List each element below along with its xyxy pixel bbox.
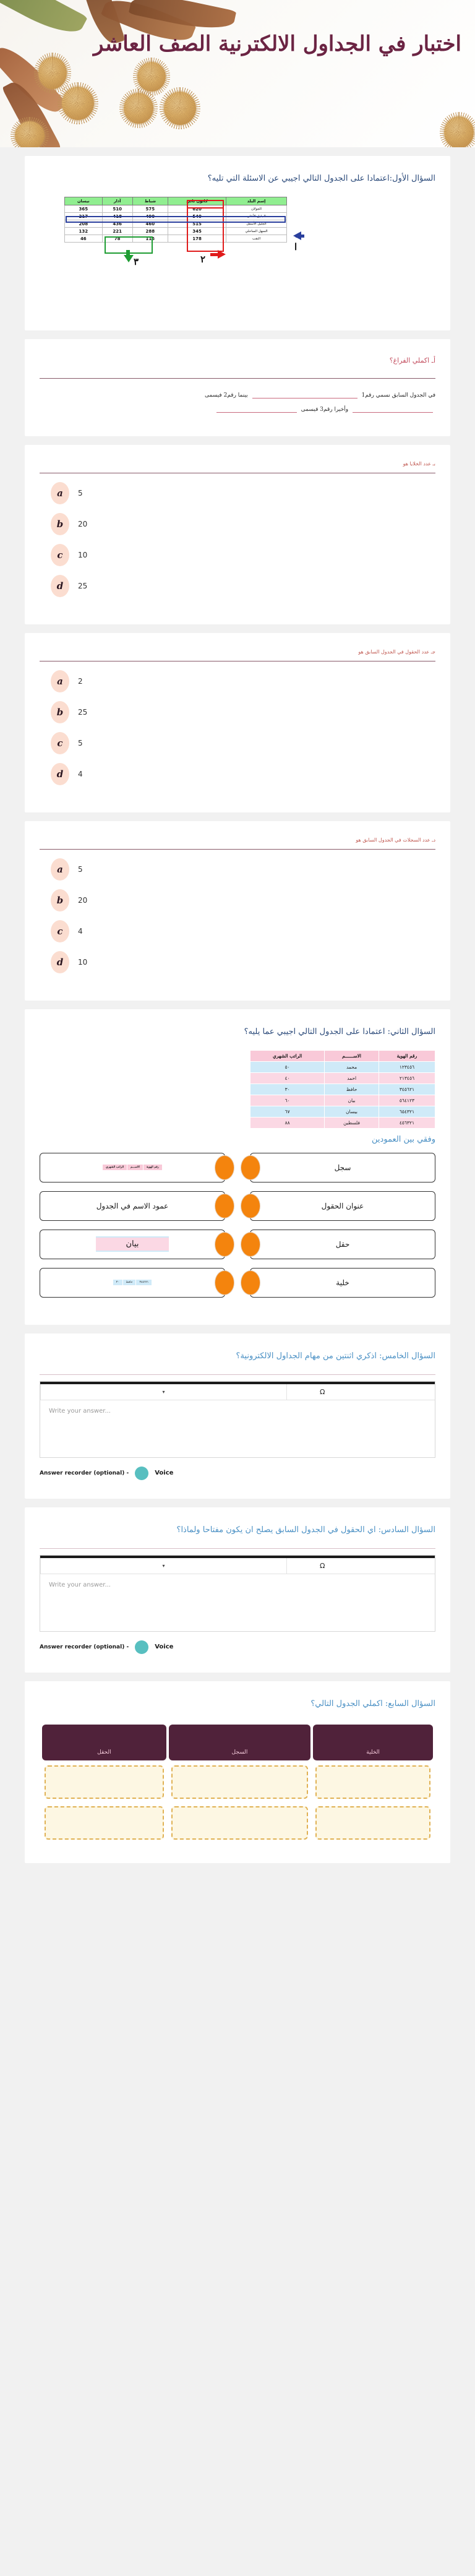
final-cell[interactable] (169, 1763, 310, 1801)
matching-right-item-2[interactable] (250, 1191, 435, 1221)
sheet-cell: 221 (102, 228, 132, 235)
table-row (250, 1083, 435, 1095)
fill-line-2 (40, 403, 435, 417)
option-text-d: 25 (78, 581, 88, 590)
sheet-header-cell: إسم البلد (226, 197, 287, 205)
employee-table (250, 1050, 435, 1129)
answer-textarea-6[interactable]: Write your answer... (49, 1581, 111, 1588)
sheet-cell: السهل الساحلي (226, 228, 287, 235)
drop-slot[interactable] (315, 1765, 430, 1799)
burr-decoration (124, 93, 153, 124)
option-text-b: 20 (78, 895, 88, 905)
option-text-c: 10 (78, 550, 88, 559)
emp-header-cell: الراتب الشهري (250, 1050, 325, 1061)
table-row (250, 1117, 435, 1128)
divider (40, 1374, 435, 1375)
burr-decoration (62, 87, 94, 120)
page-title: اختبار في الجداول الالكترنية الصف العاشر (93, 32, 461, 56)
spreadsheet-table (64, 197, 287, 243)
option-row[interactable] (51, 482, 435, 504)
option-key-b: b (51, 889, 69, 911)
answer-textarea-5[interactable]: Write your answer... (49, 1407, 111, 1415)
emp-cell: ٦٧ (250, 1106, 325, 1117)
option-text-c: 4 (78, 926, 83, 936)
sheet-cell: 540 (168, 213, 226, 220)
font-dropdown-caret[interactable]: ▾ (40, 1558, 286, 1574)
mini-row-table (113, 1279, 153, 1286)
mini-header-cell: الاســـم (127, 1165, 143, 1171)
annotation-label-2: ٢ (200, 254, 206, 265)
option-row[interactable] (51, 732, 435, 754)
spreadsheet-figure (64, 197, 330, 312)
option-key-d: d (51, 951, 69, 973)
connector-knob-icon[interactable] (215, 1155, 234, 1180)
question-6-title: السؤال السادس: اي الحقول في الجدول السابق يصلح ان يكون مفتاحا ولماذا؟ (176, 1525, 435, 1535)
editor-toolbar (40, 1558, 435, 1574)
special-char-icon[interactable]: Ω (320, 1561, 325, 1570)
emp-cell: ٢١٣٤٥٦ (379, 1072, 435, 1083)
font-dropdown-caret[interactable]: ▾ (40, 1384, 286, 1400)
emp-cell: محمد (325, 1061, 379, 1072)
option-row[interactable] (51, 858, 435, 881)
matching-right-item-4[interactable] (250, 1268, 435, 1298)
fill-text-1: في الجدول السابق نسمي رقم1 (361, 392, 435, 398)
fill-text-2: بينما رقم2 فيسمى (204, 392, 248, 398)
sheet-header-cell: آذار (102, 197, 132, 205)
matching-left-item-2[interactable] (40, 1191, 225, 1221)
option-row[interactable] (51, 763, 435, 785)
matching-right-label-4: خلية (336, 1278, 349, 1287)
mini-header-cell: الراتب الشهري (103, 1165, 127, 1171)
sheet-cell: 288 (132, 228, 168, 235)
sheet-cell: 515 (168, 220, 226, 228)
question-2-title: السؤال الثاني: اعتمادا على الجدول التالي اجيبي عما يليه؟ (244, 1027, 435, 1036)
matching-row-3 (40, 1230, 435, 1259)
sheet-cell: 418 (102, 213, 132, 220)
header-banner (0, 0, 475, 147)
emp-cell: احمد (325, 1072, 379, 1083)
emp-cell: ٦٠ (250, 1095, 325, 1106)
mini-row-cell: حافظ (122, 1280, 136, 1286)
drop-slot[interactable] (171, 1806, 308, 1840)
option-text-d: 4 (78, 769, 83, 778)
drop-slot[interactable] (45, 1806, 164, 1840)
annotation-label-1: ا (294, 241, 297, 253)
mini-row-cell: ٣٤٥٦٢١ (136, 1280, 152, 1286)
sheet-cell: 575 (132, 205, 168, 213)
voice-label: Voice (155, 1643, 174, 1651)
sheet-header-cell: شباط (132, 197, 168, 205)
table-row (42, 1763, 433, 1801)
emp-cell: ٨٨ (250, 1117, 325, 1128)
blank-input-1[interactable] (252, 392, 357, 398)
option-text-a: 5 (78, 488, 83, 498)
red-arrow-icon (218, 250, 226, 259)
table-header-row (250, 1050, 435, 1061)
answer-recorder-5 (40, 1467, 435, 1480)
table-header-row (65, 197, 287, 205)
mini-row-cell: ٣٠ (113, 1280, 122, 1286)
emp-cell: فلسطين (325, 1117, 379, 1128)
emp-cell: ١٢٣٤٥٦ (379, 1061, 435, 1072)
sheet-cell: الجليل الأسفل (226, 220, 287, 228)
burr-decoration (15, 121, 45, 147)
emp-header-cell: الاســــــم (325, 1050, 379, 1061)
special-char-icon[interactable]: Ω (320, 1387, 325, 1396)
option-text-d: 10 (78, 957, 88, 967)
option-row[interactable] (51, 513, 435, 535)
table-row (250, 1061, 435, 1072)
table-row (250, 1106, 435, 1117)
table-row (42, 1804, 433, 1842)
annotation-label-3: ٣ (134, 256, 139, 268)
editor-toolbar (40, 1384, 435, 1400)
question-1-card (25, 156, 450, 330)
sheet-cell: 217 (65, 213, 103, 220)
option-row[interactable] (51, 951, 435, 973)
sheet-cell: 490 (132, 213, 168, 220)
emp-cell: ٥٦٤١٢٣ (379, 1095, 435, 1106)
matching-title: وفقي بين العمودين (372, 1134, 435, 1144)
connector-knob-icon[interactable] (215, 1270, 234, 1295)
matching-right-label-1: سجل (334, 1163, 351, 1172)
sheet-cell: 78 (102, 235, 132, 243)
emp-cell: ٦٥٤٣٢١ (379, 1106, 435, 1117)
option-key-c: c (51, 920, 69, 942)
answer-editor-6 (40, 1555, 435, 1632)
option-key-d: d (51, 763, 69, 785)
answer-editor-5 (40, 1381, 435, 1458)
matching-left-label-2: عمود الاسم في الجدول (96, 1201, 169, 1210)
option-key-a: a (51, 858, 69, 881)
divider (40, 849, 435, 850)
final-cell[interactable] (313, 1763, 433, 1801)
fill-blanks-body (40, 385, 435, 418)
table-row (65, 228, 287, 235)
question-1a-card (25, 339, 450, 436)
question-5-card (25, 1333, 450, 1499)
question-5-title: السؤال الخامس: اذكري اثنتين من مهام الجداول الالكترونية؟ (236, 1351, 435, 1361)
toolbar-spacer (286, 1384, 311, 1400)
burr-decoration (444, 116, 474, 147)
question-1b-label: بـ عدد الخلايا هو (403, 460, 435, 467)
matching-right-label-3: حقل (335, 1239, 350, 1249)
option-text-a: 5 (78, 864, 83, 874)
question-1d-card (25, 821, 450, 1001)
sheet-cell: 436 (102, 220, 132, 228)
burr-decoration (38, 57, 67, 89)
sheet-header-cell: كانون ثاني (168, 197, 226, 205)
sheet-cell: النقب (226, 235, 287, 243)
sheet-cell: 46 (65, 235, 103, 243)
drop-slot[interactable] (315, 1806, 430, 1840)
question-7-title: السؤال السابع: اكملي الجدول التالي؟ (310, 1699, 435, 1708)
option-key-b: b (51, 513, 69, 535)
question-1c-card (25, 633, 450, 812)
option-row[interactable] (51, 575, 435, 597)
record-button-icon[interactable] (135, 1640, 148, 1654)
final-cell[interactable] (313, 1804, 433, 1842)
matching-row-2 (40, 1191, 435, 1221)
emp-cell: ٣٤٥٦٢١ (379, 1083, 435, 1095)
option-key-b: b (51, 701, 69, 723)
matching-left-label-3: بيان (96, 1236, 168, 1252)
option-key-c: c (51, 544, 69, 566)
matching-left-item-3[interactable] (40, 1230, 225, 1259)
matching-row-4 (40, 1268, 435, 1298)
question-1-title: السؤال الأول:اعتمادا على الجدول التالي اجيبي عن الاسئلة التي تليه؟ (207, 174, 435, 183)
table-row (65, 213, 287, 220)
option-row[interactable] (51, 670, 435, 692)
connector-knob-icon[interactable] (241, 1232, 260, 1257)
emp-cell: بيسان (325, 1106, 379, 1117)
connector-knob-icon[interactable] (241, 1194, 260, 1218)
question-7-table (40, 1722, 435, 1845)
connector-knob-icon[interactable] (215, 1194, 234, 1218)
matching-right-label-2: عنوان الحقول (321, 1201, 364, 1210)
emp-cell: ٥٠ (250, 1061, 325, 1072)
answer-recorder-6 (40, 1640, 435, 1654)
sheet-cell: 365 (65, 205, 103, 213)
question-1b-card (25, 445, 450, 624)
blank-input-2[interactable] (353, 406, 433, 413)
matching-left-item-4[interactable] (40, 1268, 225, 1298)
fill-text-3: وأخيرا رقم3 فيسمى (301, 407, 349, 413)
table-row (250, 1072, 435, 1083)
final-header-cell-1: الخلية (313, 1725, 433, 1760)
blue-arrow-icon (293, 231, 301, 240)
connector-knob-icon[interactable] (241, 1155, 260, 1180)
final-cell[interactable] (169, 1804, 310, 1842)
table-header-row (42, 1725, 433, 1760)
sheet-cell: 208 (65, 220, 103, 228)
option-key-a: a (51, 670, 69, 692)
toolbar-spacer (286, 1558, 311, 1574)
final-cell[interactable] (42, 1763, 166, 1801)
question-1d-label: دـ عدد السجلات في الجدول السابق هو (356, 837, 435, 843)
final-cell[interactable] (42, 1804, 166, 1842)
table-row (250, 1095, 435, 1106)
burr-decoration (137, 62, 166, 92)
emp-cell: ٤٥٦٣٢١ (379, 1117, 435, 1128)
recorder-label: Answer recorder (optional) - (40, 1470, 129, 1476)
matching-right-item-3[interactable] (250, 1230, 435, 1259)
question-1a-label: أـ اكملي الفراغ؟ (389, 356, 435, 365)
option-text-c: 5 (78, 738, 83, 747)
fill-line-1 (40, 389, 435, 403)
question-7-card (25, 1681, 450, 1863)
sheet-cell: 510 (102, 205, 132, 213)
final-header-cell-2: السجل (169, 1725, 310, 1760)
burr-decoration (164, 92, 196, 125)
table-row (65, 235, 287, 243)
drop-slot[interactable] (171, 1765, 308, 1799)
sheet-cell: 115 (132, 235, 168, 243)
emp-cell: بيان (325, 1095, 379, 1106)
sheet-cell: 460 (132, 220, 168, 228)
divider (40, 378, 435, 379)
sheet-cell: الجولان (226, 205, 287, 213)
mini-header-table (102, 1164, 163, 1171)
sheet-cell: 132 (65, 228, 103, 235)
matching-right-item-1[interactable] (250, 1153, 435, 1182)
option-text-b: 20 (78, 519, 88, 528)
option-text-b: 25 (78, 707, 88, 717)
voice-label: Voice (155, 1470, 174, 1477)
green-arrow-icon (124, 255, 134, 262)
connector-knob-icon[interactable] (215, 1232, 234, 1257)
question-6-card (25, 1507, 450, 1673)
connector-knob-icon[interactable] (241, 1270, 260, 1295)
drop-slot[interactable] (45, 1765, 164, 1799)
emp-cell: ٣٠ (250, 1083, 325, 1095)
sheet-cell: 620 (168, 205, 226, 213)
emp-cell: حافظ (325, 1083, 379, 1095)
question-2-card (25, 1009, 450, 1325)
option-key-c: c (51, 732, 69, 754)
blank-input-3[interactable] (216, 406, 297, 413)
option-text-a: 2 (78, 676, 83, 686)
table-row (65, 220, 287, 228)
option-row[interactable] (51, 920, 435, 942)
sheet-cell: 178 (168, 235, 226, 243)
option-key-a: a (51, 482, 69, 504)
emp-cell: ٤٠ (250, 1072, 325, 1083)
option-row[interactable] (51, 544, 435, 566)
mini-header-cell: رقم الهوية (143, 1165, 162, 1171)
sheet-cell: 345 (168, 228, 226, 235)
sheet-cell: الجليل الأعلى (226, 213, 287, 220)
divider (40, 1548, 435, 1549)
employee-table-wrap (40, 1050, 435, 1129)
recorder-label: Answer recorder (optional) - (40, 1643, 129, 1650)
record-button-icon[interactable] (135, 1467, 148, 1480)
table-row (65, 205, 287, 213)
final-header-cell-3: الحقل (42, 1725, 166, 1760)
matching-left-item-1[interactable] (40, 1153, 225, 1182)
sheet-header-cell: نيسان (65, 197, 103, 205)
option-row[interactable] (51, 889, 435, 911)
emp-header-cell: رقم الهوية (379, 1050, 435, 1061)
option-row[interactable] (51, 701, 435, 723)
question-1c-label: جـ عدد الحقول في الجدول السابق هو (358, 648, 435, 655)
matching-row-1 (40, 1153, 435, 1182)
option-key-d: d (51, 575, 69, 597)
